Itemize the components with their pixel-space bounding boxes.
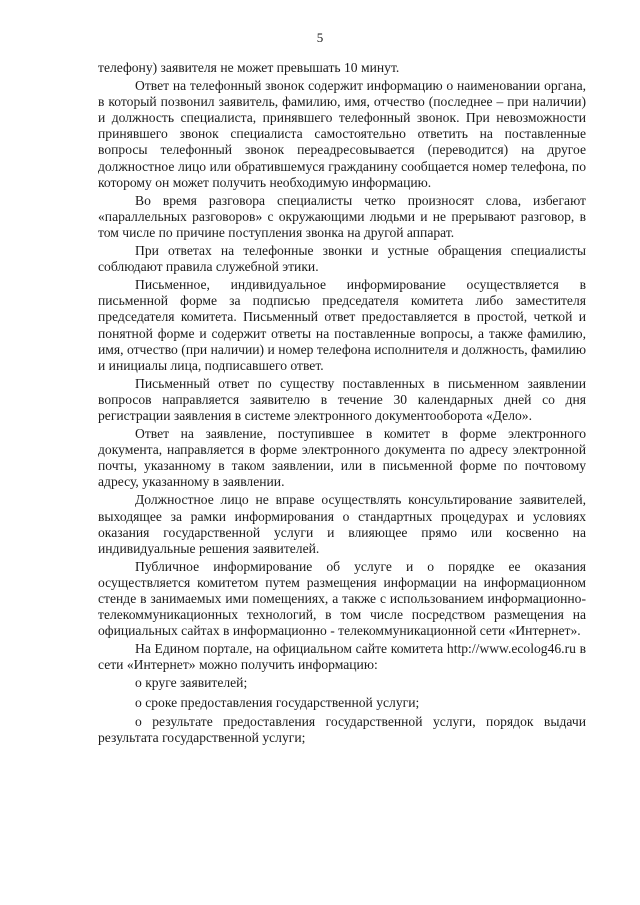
paragraph-4: При ответах на телефонные звонки и устные обращения специалисты соблюдают правила служебной этики. bbox=[98, 243, 586, 275]
document-body bbox=[98, 60, 586, 749]
paragraph-10: На Едином портале, на официальном сайте комитета http://www.ecolog46.ru в сети «Интернет» можно получить информацию: bbox=[98, 641, 586, 673]
page-number: 5 bbox=[316, 30, 324, 45]
paragraph-2: Ответ на телефонный звонок содержит информацию о наименовании органа, в который позвонил заявитель, фамилию, имя, отчество (последнее – при наличии) и должность специалиста, принявшего телефонный звонок. При невозможности принявшего звонок специалиста самостоятельно ответить на поставленные вопросы телефонный звонок переадресовывается (переводится) на другое должностное лицо или обратившемуся гражданину сообщается номер телефона, по которому он может получить необходимую информацию. bbox=[98, 78, 586, 190]
paragraph-5: Письменное, индивидуальное информирование осуществляется в письменной форме за подписью председателя комитета либо заместителя председателя комитета. Письменный ответ предоставляется в простой, четкой и понятной форме и содержит ответы на поставленные вопросы, а также фамилию, имя, отчество (при наличии) и номер телефона исполнителя и должность, фамилию и инициалы лица, подписавшего ответ. bbox=[98, 277, 586, 373]
paragraph-8: Должностное лицо не вправе осуществлять консультирование заявителей, выходящее за рамки информирования о стандартных процедурах и условиях оказания государственной услуги и влияющее прямо или косвенно на индивидуальные решения заявителей. bbox=[98, 492, 586, 556]
paragraph-6: Письменный ответ по существу поставленных в письменном заявлении вопросов направляется заявителю в течение 30 календарных дней со дня регистрации заявления в системе электронного документооборота «Дело». bbox=[98, 375, 586, 423]
paragraph-9: Публичное информирование об услуге и о порядке ее оказания осуществляется комитетом путем размещения информации на информационном стенде в занимаемых ими помещениях, а также с использованием информационно-телекоммуникационных технологий, в том числе посредством размещения на официальных сайтах в информационно - телекоммуникационной сети «Интернет». bbox=[98, 558, 586, 639]
list-item-3: о результате предоставления государственной услуги, порядок выдачи результата государственной услуги; bbox=[98, 713, 586, 745]
paragraph-7: Ответ на заявление, поступившее в комитет в форме электронного документа, направляется в форме электронного документа по адресу электронной почты, указанному в таком заявлении, или в письменной форме по почтовому адресу, указанному в заявлении. bbox=[98, 426, 586, 490]
paragraph-1: телефону) заявителя не может превышать 10 минут. bbox=[98, 60, 400, 75]
list-item-2: о сроке предоставления государственной услуги; bbox=[135, 694, 420, 710]
list-item-1: о круге заявителей; bbox=[135, 675, 248, 691]
paragraph-3: Во время разговора специалисты четко произносят слова, избегают «параллельных разговоров» с окружающими людьми и не прерывают разговор, в том числе по причине поступления звонка на другой аппарат. bbox=[98, 192, 586, 240]
